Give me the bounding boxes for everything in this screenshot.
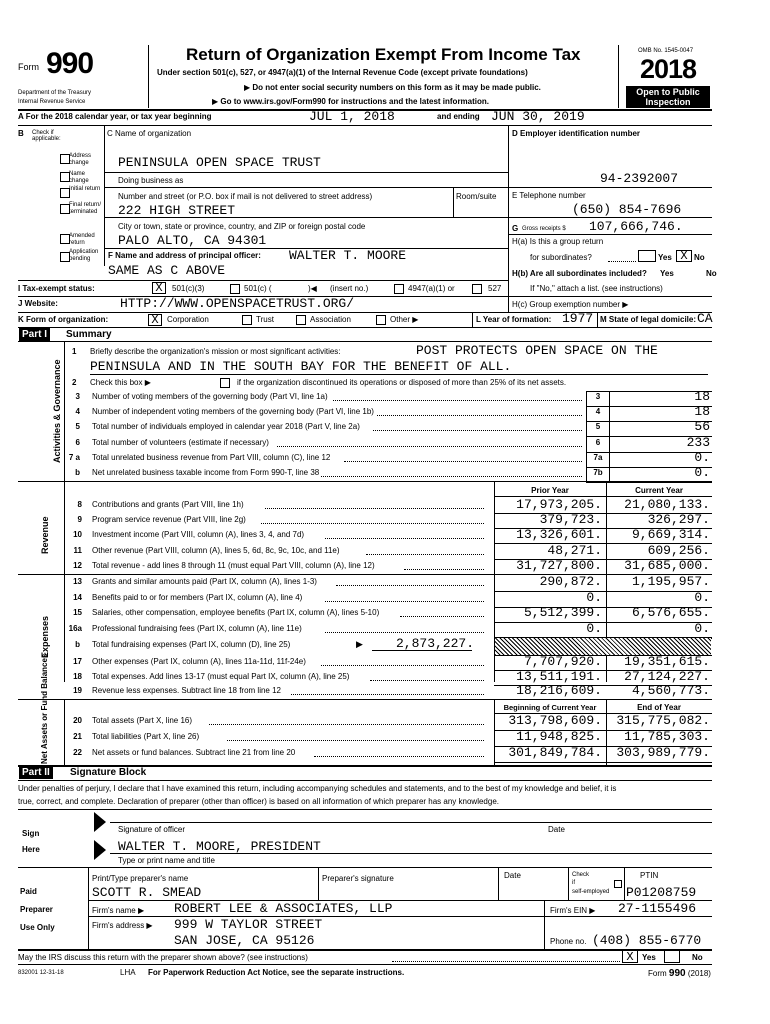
discuss-no-box[interactable]	[664, 950, 680, 963]
tax-year-end: JUN 30, 2019	[491, 109, 585, 124]
prior-year-value: 0.	[586, 590, 602, 605]
prior-year-value: 13,326,601.	[516, 527, 602, 542]
part1-title: Summary	[66, 329, 112, 340]
room-suite-label: Room/suite	[456, 192, 497, 201]
preparer-ptin: P01208759	[626, 885, 697, 900]
year-formation-value: 1977	[562, 311, 594, 326]
prior-year-value: 48,271.	[547, 543, 602, 558]
corporation-checkbox[interactable]: X	[148, 314, 162, 326]
current-year-value: 9,669,314.	[631, 527, 710, 542]
omb-number: OMB No. 1545-0047	[638, 48, 694, 54]
prior-year-value: 18,216,609.	[516, 683, 602, 698]
prior-year-value: 313,798,609.	[508, 713, 602, 728]
firm-address-line1: 999 W TAYLOR STREET	[174, 917, 323, 932]
current-year-value: 0.	[694, 621, 710, 636]
governance-value: 18	[694, 404, 710, 419]
preparer-name: SCOTT R. SMEAD	[92, 885, 202, 900]
irs-link[interactable]: ▶ Go to www.irs.gov/Form990 for instructions and the latest information.	[212, 97, 489, 106]
subordinates-note: If "No," attach a list. (see instructions)	[530, 284, 663, 293]
side-activities-governance: Activities & Governance	[52, 359, 62, 463]
eoy-header: End of Year	[637, 703, 681, 712]
side-revenue: Revenue	[40, 516, 50, 554]
org-name-label: C Name of organization	[107, 129, 192, 138]
governance-value: 56	[694, 419, 710, 434]
footer-form-label: Form 990 (2018)	[648, 968, 711, 979]
ein-label: D Employer identification number	[512, 129, 641, 138]
website-value[interactable]: HTTP://WWW.OPENSPACETRUST.ORG/	[120, 296, 355, 311]
firm-phone: (408) 855-6770	[592, 933, 702, 948]
discontinued-label: Check this box ▶	[90, 378, 151, 387]
current-year-value: 609,256.	[647, 543, 710, 558]
state-domicile-value: CA	[697, 311, 713, 326]
sign-arrow-icon-2	[94, 840, 106, 860]
prior-year-value: 379,723.	[539, 512, 602, 527]
prior-year-value: 290,872.	[539, 574, 602, 589]
status-4947-checkbox[interactable]	[394, 284, 404, 294]
current-year-value: 303,989,779.	[616, 745, 710, 760]
current-year-value: 6,576,655.	[631, 605, 710, 620]
shaded-area-16b	[495, 638, 711, 655]
group-exemption-label: H(c) Group exemption number ▶	[512, 300, 629, 309]
officer-name-title: WALTER T. MOORE, PRESIDENT	[118, 839, 321, 854]
officer-address: SAME AS C ABOVE	[108, 263, 226, 278]
city-address: PALO ALTO, CA 94301	[118, 233, 267, 248]
firm-ein: 27-1155496	[618, 901, 697, 916]
perjury-statement-line2: true, correct, and complete. Declaration of preparer (other than officer) is based on all information of which preparer has any knowledge.	[18, 797, 499, 806]
sign-arrow-icon	[94, 812, 106, 832]
tax-year: 2018	[640, 54, 697, 84]
street-label: Number and street (or P.O. box if mail is not delivered to street address)	[118, 192, 373, 201]
website-label: J Website:	[18, 299, 58, 308]
prior-year-header: Prior Year	[531, 486, 569, 495]
current-year-value: 4,560,773.	[631, 683, 710, 698]
association-checkbox[interactable]	[296, 315, 306, 325]
other-checkbox[interactable]	[376, 315, 386, 325]
mission-label: Briefly describe the organization's mission or most significant activities:	[90, 347, 341, 356]
ein-value: 94-2392007	[600, 171, 679, 186]
discuss-yes-box[interactable]: X	[622, 950, 638, 963]
part1-tag: Part I	[19, 328, 50, 341]
mission-line2: PENINSULA AND IN THE SOUTH BAY FOR THE BENEFIT OF ALL.	[90, 359, 512, 374]
line-a-label: A For the 2018 calendar year, or tax year beginning	[18, 112, 212, 121]
group-return-yes-box[interactable]	[638, 250, 656, 262]
governance-value: 233	[686, 435, 710, 450]
lha: LHA	[120, 968, 136, 977]
tax-year-begin: JUL 1, 2018	[309, 109, 395, 124]
city-label: City or town, state or province, country, and ZIP or foreign postal code	[118, 222, 366, 231]
form-title: Return of Organization Exempt From Income Tax	[186, 45, 581, 64]
form-subtitle: Under section 501(c), 527, or 4947(a)(1) of the Internal Revenue Code (except private foundations)	[157, 68, 528, 77]
group-return-question: H(a) Is this a group return	[512, 237, 604, 246]
governance-value: 18	[694, 389, 710, 404]
part2-tag: Part II	[19, 766, 53, 779]
trust-checkbox[interactable]	[242, 315, 252, 325]
subordinates-question: H(b) Are all subordinates included?	[512, 269, 647, 278]
firm-name: ROBERT LEE & ASSOCIATES, LLP	[174, 901, 393, 916]
gross-receipts-label: Gross receipts $	[522, 226, 566, 232]
form-number: 990	[46, 47, 94, 80]
paperwork-notice: For Paperwork Reduction Act Notice, see the separate instructions.	[148, 968, 405, 977]
dept-line1: Department of the Treasury	[18, 90, 92, 96]
discontinued-checkbox[interactable]	[220, 378, 230, 388]
tax-exempt-label: I Tax-exempt status:	[18, 284, 95, 293]
street-address: 222 HIGH STREET	[118, 203, 236, 218]
and-ending: and ending	[437, 112, 480, 121]
current-year-value: 21,080,133.	[624, 497, 710, 512]
group-return-no-box[interactable]: X	[676, 250, 692, 262]
prior-year-value: 11,948,825.	[516, 729, 602, 744]
form-990-page: Form 990 Department of the Treasury Internal Revenue Service Return of Organization Exempt From Income Tax Under section 501(c), 527, or 4947(a)(1) of the Internal Revenue Code (except private foundations) ▶ Do not enter social security numbers on this form as it may be made public. ▶ Go to www.irs.gov/Form990 for instructions and the latest information. OMB No. 1545-0047 2018 Open to Public Inspection A For the 2018 calendar year, or tax year beginning JUL 1, 2018 and ending JUN 30, 2019 B Check if applicable: Address change Name change Initial return Final return/ terminated Amended return Application pending C Name of organization PENINSULA OPEN SPACE TRUST Doing business as Number and street (or P.O. box if mail is not delivered to street address) Room/suite 222 HIGH STREET City or town, state or province, country, and ZIP or foreign postal code PALO ALTO, CA 94301 F Name and address of principal officer: WALTER T. MOORE SAME AS C ABOVE D Employer identification number 94-2392007 E Telephone number (650) 854-7696 G Gross receipts $ 107,666,746. H(a) Is this a group return for subordinates? Yes X No H(b) Are all subordinates included? Yes No If "No," attach a list. (see instructions) H(c) Group exemption number ▶ I Tax-exempt status: X 501(c)(3) 501(c) ( )◀ (insert no.) 4947(a)(1) or 527 J Website: HTTP://WWW.OPENSPACETRUST.ORG/ K Form of organization: X Corporation Trust Association Other ▶ L Year of formation: 1977 M State of legal domicile: CA Part I Summary Activities & Governance 1 Briefly describe the organization's mission or most significant activities: POST PROTECTS OPEN SPACE ON THE PENINSULA AND IN THE SOUTH BAY FOR THE BENEFIT OF ALL. 2 Check this box ▶ if the organization discontinued its operations or disposed of more than 25% of its net assets. 3 Number of voting members of the governing body (Part VI, line 1a) 3 18 4 Number of independent voting members of the governing body (Part VI, line 1b) 4 18 5 Total number of individuals employed in calendar year 2018 (Part V, line 2a) 5 56 6 Total number of volunteers (estimate if necessary) 6 233 7 a Total unrelated business revenue from Part VIII, column (C), line 12 7a 0. b Net unrelated business taxable income from Form 990-T, line 38 7b 0. Prior Year Current Year Revenue 8 Contributions and grants (Part VIII, line 1h) 17,973,205. 21,080,133. 9 Program service revenue (Part VIII, line 2g) 379,723. 326,297. 10 Investment income (Part VIII, column (A), lines 3, 4, and 7d) 13,326,601. 9,669,314. 11 Other revenue (Part VIII, column (A), lines 5, 6d, 8c, 9c, 10c, and 11e) 48,271. 609,256. 12 Total revenue - add lines 8 through 11 (must equal Part VIII, column (A), line 12) 31,727,800. 31,685,000. Expenses 13 Grants and similar amounts paid (Part IX, column (A), lines 1-3) 290,872. 1,195,957. 14 Benefits paid to or for members (Part IX, column (A), line 4) 0. 0. 15 Salaries, other compensation, employee benefits (Part IX, column (A), lines 5-10) 5,512,399. 6,576,655. 16a Professional fundraising fees (Part IX, column (A), line 11e) 0. 0. b Total fundraising expenses (Part IX, column (D), line 25) ▶ 2,873,227. 17 Other expenses (Part IX, column (A), lines 11a-11d, 11f-24e) 7,707,920. 19,351,615. 18 Total expenses. Add lines 13-17 (must equal Part IX, column (A), line 25) 13,511,191. 27,124,227. 19 Revenue less expenses. Subtract line 18 from line 12 18,216,609. 4,560,773. Beginning of Current Year End of Year Net Assets or Fund Balances 20 Total assets (Part X, line 16) 313,798,609. 315,775,082. 21 Total liabilities (Part X, line 26) 11,948,825. 11,785,303. 22 Net assets or fund balances. Subtract line 21 from line 20 301,849,784. 303,989,779. Part II Signature Block Under penalties of perjury, I declare that I have examined this return, including accompanying schedules and statements, and to the best of my knowledge and belief, it is true, correct, and complete. Declaration of preparer (other than officer) is based on all information of which preparer has any knowledge. Sign Here Signature of officer Date WALTER T. MOORE, PRESIDENT Type or print name and title Paid Preparer Use Only Print/Type preparer's name Preparer's signature Date Check if self-employed PTIN SCOTT R. SMEAD P01208759 Firm's name ▶ ROBERT LEE & ASSOCIATES, LLP Firm's EIN ▶ 27-1155496 Firm's address ▶ 999 W TAYLOR STREET SAN JOSE, CA 95126 Phone no. (408) 855-6770 May the IRS discuss this return with the preparer shown above? (see instructions) X Yes No 832001 12-31-18 LHA For Paperwork Reduction Act Notice, see the separate instructions. Form 990 (2018)	[18, 45, 717, 979]
ssn-warning: ▶ Do not enter social security numbers on this form as it may be made public.	[244, 83, 541, 92]
self-employed-checkbox[interactable]	[614, 880, 622, 888]
side-expenses: Expenses	[40, 615, 50, 659]
principal-officer-label: F Name and address of principal officer:	[108, 251, 261, 260]
year-formation-label: L Year of formation:	[476, 315, 552, 324]
check-if-applicable: Check if applicable:	[32, 130, 61, 142]
form-label: Form	[18, 62, 39, 72]
governance-value: 0.	[694, 465, 710, 480]
form-code: 832001 12-31-18	[18, 970, 64, 976]
gross-receipts-value: 107,666,746.	[589, 219, 683, 234]
officer-signature-line[interactable]	[110, 822, 712, 823]
phone-value: (650) 854-7696	[572, 202, 682, 217]
current-year-value: 11,785,303.	[624, 729, 710, 744]
prior-year-value: 5,512,399.	[523, 605, 602, 620]
current-year-value: 31,685,000.	[624, 558, 710, 573]
current-year-value: 27,124,227.	[624, 669, 710, 684]
governance-value: 0.	[694, 450, 710, 465]
fundraising-expenses-label: Total fundraising expenses (Part IX, column (D), line 25)	[92, 640, 291, 649]
current-year-value: 0.	[694, 590, 710, 605]
status-501c3-checkbox[interactable]: X	[152, 282, 166, 294]
principal-officer: WALTER T. MOORE	[289, 248, 407, 263]
phone-label: E Telephone number	[512, 191, 586, 200]
perjury-statement-line1: Under penalties of perjury, I declare that I have examined this return, including accompanying schedules and statements, and to the best of my knowledge and belief, it is	[18, 784, 617, 793]
status-527-checkbox[interactable]	[472, 284, 482, 294]
fundraising-expenses-value: 2,873,227.	[395, 636, 474, 651]
prior-year-value: 301,849,784.	[508, 745, 602, 760]
dept-line2: Internal Revenue Service	[18, 99, 86, 105]
prior-year-value: 0.	[586, 621, 602, 636]
boy-header: Beginning of Current Year	[503, 703, 597, 712]
prior-year-value: 7,707,920.	[523, 654, 602, 669]
discuss-question: May the IRS discuss this return with the preparer shown above? (see instructions)	[18, 953, 308, 962]
dba-label: Doing business as	[118, 176, 184, 185]
prior-year-value: 13,511,191.	[516, 669, 602, 684]
form-of-org-label: K Form of organization:	[18, 315, 109, 324]
mission-line1: POST PROTECTS OPEN SPACE ON THE	[416, 343, 658, 358]
org-name: PENINSULA OPEN SPACE TRUST	[118, 155, 321, 170]
prior-year-value: 31,727,800.	[516, 558, 602, 573]
firm-address-line2: SAN JOSE, CA 95126	[174, 933, 315, 948]
current-year-value: 326,297.	[647, 512, 710, 527]
current-year-value: 19,351,615.	[624, 654, 710, 669]
current-year-value: 315,775,082.	[616, 713, 710, 728]
current-year-header: Current Year	[635, 486, 683, 495]
state-domicile-label: M State of legal domicile:	[600, 315, 697, 324]
side-net-assets: Net Assets or Fund Balances	[40, 653, 49, 764]
current-year-value: 1,195,957.	[631, 574, 710, 589]
part2-title: Signature Block	[70, 767, 147, 778]
prior-year-value: 17,973,205.	[516, 497, 602, 512]
status-501c-checkbox[interactable]	[230, 284, 240, 294]
